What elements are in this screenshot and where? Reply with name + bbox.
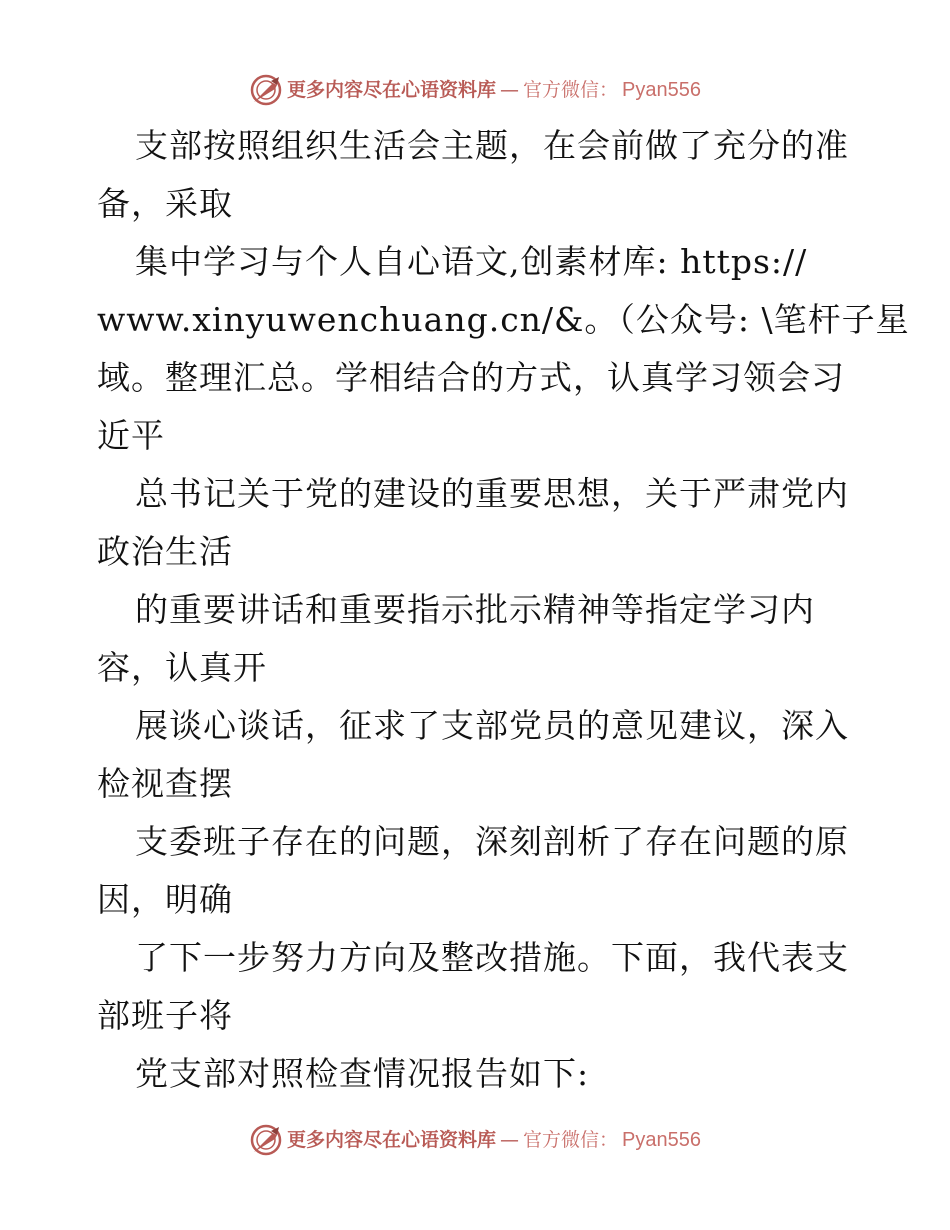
watermark-wechat-id: Pyan556 — [622, 79, 701, 101]
text-line: 支部按照组织生活会主题，在会前做了充分的准 — [135, 126, 849, 165]
watermark-wechat-id: Pyan556 — [622, 1129, 701, 1151]
footer-watermark — [0, 1120, 950, 1160]
text-line: 近平 — [97, 416, 165, 455]
text-line: 集中学习与个人自心语文,创素材库: https:// — [135, 242, 808, 281]
text-line: 党支部对照检查情况报告如下: — [135, 1054, 590, 1093]
text-line: 总书记关于党的建设的重要思想，关于严肃党内 — [135, 474, 849, 513]
text-line: www.xinyuwenchuang.cn/&。（公众号: \笔杆子星 — [97, 300, 910, 339]
watermark-text: 更多内容尽在心语资料库 — [287, 79, 497, 101]
watermark-text: 更多内容尽在心语资料库 — [287, 1129, 497, 1151]
watermark-wechat-label: 官方微信： — [523, 1129, 619, 1151]
text-line: 容，认真开 — [97, 648, 267, 687]
watermark-wechat-label: 官方微信： — [523, 79, 619, 101]
text-line: 域。整理汇总。学相结合的方式，认真学习领会习 — [97, 358, 845, 397]
watermark-separator: — — [500, 1129, 520, 1151]
document-body — [97, 117, 910, 1103]
text-line: 因，明确 — [97, 880, 233, 919]
watermark-separator: — — [500, 79, 520, 101]
text-line: 的重要讲话和重要指示批示精神等指定学习内 — [135, 590, 815, 629]
text-line: 检视查摆 — [97, 764, 233, 803]
text-line: 政治生活 — [97, 532, 233, 571]
text-line: 备，采取 — [97, 184, 233, 223]
text-line: 展谈心谈话，征求了支部党员的意见建议，深入 — [135, 706, 849, 745]
pen-logo-icon — [249, 73, 283, 107]
header-watermark — [0, 70, 950, 110]
text-line: 了下一步努力方向及整改措施。下面，我代表支 — [135, 938, 849, 977]
pen-logo-icon — [249, 1123, 283, 1157]
text-line: 部班子将 — [97, 996, 233, 1035]
text-line: 支委班子存在的问题，深刻剖析了存在问题的原 — [135, 822, 849, 861]
